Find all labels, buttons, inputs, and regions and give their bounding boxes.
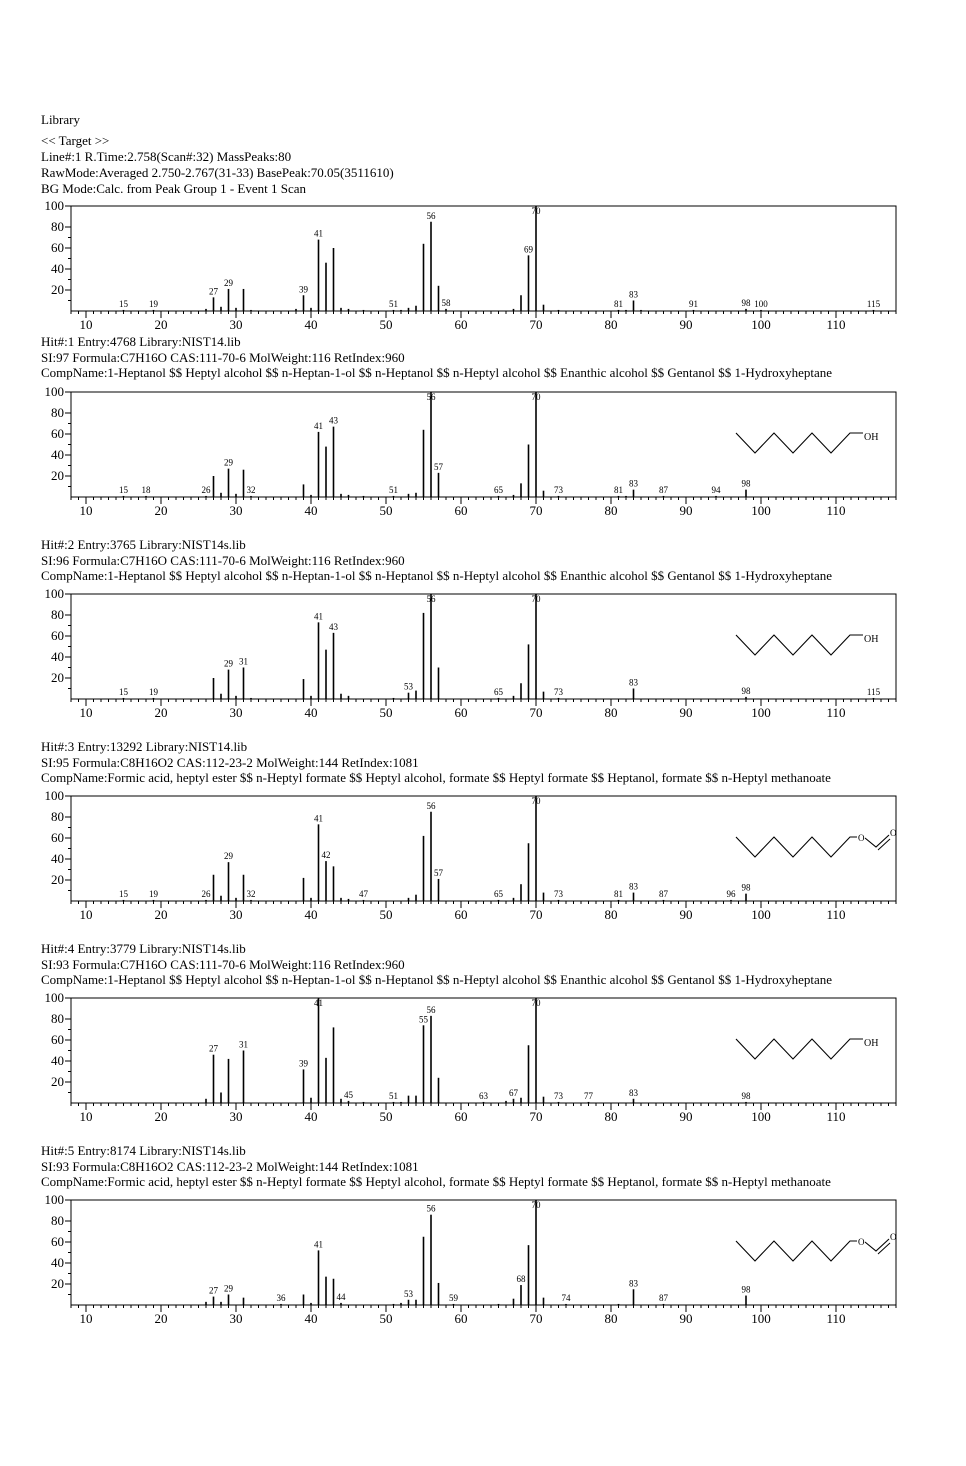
hit-3-caption <box>41 739 897 786</box>
target-info-line: Line#:1 R.Time:2.758(Scan#:32) MassPeaks:80 <box>41 149 292 164</box>
x-tick-label: 80 <box>604 705 618 720</box>
structure-diagram <box>736 1232 897 1261</box>
x-tick-label: 100 <box>751 1109 771 1124</box>
y-tick-label: 60 <box>51 830 64 845</box>
x-tick-label: 20 <box>154 1109 168 1124</box>
y-tick-label: 80 <box>51 1213 64 1228</box>
y-tick-label: 60 <box>51 240 64 255</box>
hit-4-header: Hit#:4 Entry:3779 Library:NIST14s.lib <box>41 941 246 956</box>
plot-frame <box>71 998 896 1103</box>
peak-label: 65 <box>494 686 503 697</box>
peak-label: 26 <box>201 888 211 899</box>
peak-label: 65 <box>494 888 503 899</box>
x-tick-label: 10 <box>79 907 93 922</box>
y-tick-label: 60 <box>51 426 64 441</box>
peak-label: 73 <box>554 484 563 495</box>
y-tick-label: 80 <box>51 1011 64 1026</box>
peak-label: 41 <box>314 420 323 431</box>
x-tick-label: 70 <box>529 1311 543 1326</box>
peak-label: 15 <box>119 888 128 899</box>
peak-label: 36 <box>276 1292 286 1303</box>
peak-label: 98 <box>741 882 751 893</box>
x-tick-label: 60 <box>454 907 468 922</box>
peak-label: 74 <box>561 1292 571 1303</box>
x-tick-label: 40 <box>304 907 318 922</box>
peak-label: 51 <box>389 298 398 309</box>
carbonyl-double-bond <box>878 1243 890 1254</box>
peak-label: 41 <box>314 813 323 824</box>
x-tick-label: 20 <box>154 503 168 518</box>
x-tick-label: 80 <box>604 1109 618 1124</box>
target-spectrum-panel <box>28 198 908 332</box>
peak-label: 91 <box>689 298 698 309</box>
x-tick-label: 20 <box>154 907 168 922</box>
hydroxyl-label: OH <box>864 432 879 443</box>
x-tick-label: 110 <box>826 1311 846 1326</box>
peak-label: 31 <box>239 656 248 667</box>
x-tick-label: 20 <box>154 317 168 332</box>
x-tick-label: 110 <box>826 705 846 720</box>
peak-label: 19 <box>149 888 158 899</box>
x-tick-label: 70 <box>529 1109 543 1124</box>
x-tick-label: 50 <box>379 705 393 720</box>
peak-label: 27 <box>209 1043 218 1054</box>
hit-2-spectrum-panel <box>28 586 908 720</box>
peak-label: 57 <box>434 461 443 472</box>
peak-label: 68 <box>516 1274 526 1285</box>
structure-diagram <box>736 828 897 857</box>
plot-frame <box>71 1200 896 1305</box>
peak-label: 58 <box>441 297 451 308</box>
peak-label: 83 <box>629 677 638 688</box>
x-tick-label: 70 <box>529 705 543 720</box>
y-tick-label: 80 <box>51 405 64 420</box>
peak-label: 29 <box>224 277 233 288</box>
y-tick-label: 100 <box>44 1192 64 1207</box>
peak-label: 83 <box>629 881 638 892</box>
target-label: << Target >> <box>41 133 110 148</box>
peak-label: 73 <box>554 686 563 697</box>
target-raw-mode: RawMode:Averaged 2.750-2.767(31-33) BasePeak:70.05(3511610) <box>41 165 394 180</box>
x-tick-label: 100 <box>751 317 771 332</box>
peak-label: 87 <box>659 888 668 899</box>
y-tick-label: 20 <box>51 1074 64 1089</box>
peak-label: 70 <box>531 998 541 1008</box>
x-tick-label: 110 <box>826 317 846 332</box>
peak-label: 56 <box>426 210 436 221</box>
carbonyl-oxygen-label: O <box>890 1232 897 1242</box>
formyl-bond <box>865 1239 889 1251</box>
hit-4-caption <box>41 941 897 988</box>
hit-5-properties: SI:93 Formula:C8H16O2 CAS:112-23-2 MolWeight:144 RetIndex:1081 <box>41 1158 419 1174</box>
y-tick-label: 40 <box>51 1255 64 1270</box>
peak-label: 73 <box>554 888 563 899</box>
peak-label: 27 <box>209 1285 218 1296</box>
peak-label: 51 <box>389 1090 398 1101</box>
peak-label: 29 <box>224 658 233 669</box>
x-tick-label: 10 <box>79 705 93 720</box>
peak-label: 70 <box>531 1200 541 1210</box>
peak-label: 55 <box>419 1014 428 1025</box>
structure-diagram <box>736 1038 878 1059</box>
y-tick-label: 40 <box>51 649 64 664</box>
peak-label: 41 <box>314 1239 323 1250</box>
y-tick-label: 60 <box>51 628 64 643</box>
x-tick-label: 90 <box>679 1109 693 1124</box>
ester-oxygen-label: O <box>858 1237 865 1247</box>
hit-3-spectrum-panel <box>28 788 908 922</box>
x-tick-label: 10 <box>79 1109 93 1124</box>
peak-label: 32 <box>246 888 256 899</box>
x-tick-label: 30 <box>229 1109 243 1124</box>
peak-label: 45 <box>344 1089 353 1100</box>
peak-label: 41 <box>314 228 323 239</box>
peak-label: 63 <box>479 1090 488 1101</box>
x-tick-label: 30 <box>229 705 243 720</box>
peak-label: 83 <box>629 1087 638 1098</box>
peak-label: 42 <box>321 850 331 861</box>
x-tick-label: 40 <box>304 705 318 720</box>
x-tick-label: 80 <box>604 317 618 332</box>
x-tick-label: 70 <box>529 317 543 332</box>
y-tick-label: 80 <box>51 219 64 234</box>
x-tick-label: 110 <box>826 503 846 518</box>
hit-5-header: Hit#:5 Entry:8174 Library:NIST14s.lib <box>41 1143 246 1158</box>
x-tick-label: 90 <box>679 705 693 720</box>
peak-label: 83 <box>629 478 638 489</box>
y-tick-label: 20 <box>51 282 64 297</box>
peak-label: 56 <box>426 594 436 604</box>
ester-oxygen-label: O <box>858 833 865 843</box>
peak-label: 98 <box>741 478 751 489</box>
peak-label: 70 <box>531 206 541 216</box>
plot-frame <box>71 392 896 497</box>
y-tick-label: 100 <box>44 990 64 1005</box>
peak-label: 81 <box>614 484 623 495</box>
hit-5-compound-names: CompName:Formic acid, heptyl ester $$ n-Heptyl formate $$ Heptyl alcohol, formate $$ Heptyl formate $$ Heptanol, formate $$ n-Heptyl methanoate <box>41 1174 831 1189</box>
peak-label: 19 <box>149 686 158 697</box>
x-tick-label: 50 <box>379 1311 393 1326</box>
x-tick-label: 100 <box>751 503 771 518</box>
peak-label: 29 <box>224 851 233 862</box>
hit-2-compound-names: CompName:1-Heptanol $$ Heptyl alcohol $$ n-Heptan-1-ol $$ n-Heptanol $$ n-Heptyl alcohol $$ Enanthic alcohol $$ Gentanol $$ 1-Hydroxyheptane <box>41 568 832 583</box>
plot-frame <box>71 594 896 699</box>
peak-label: 29 <box>224 457 233 468</box>
x-tick-label: 10 <box>79 503 93 518</box>
peak-label: 56 <box>426 392 436 402</box>
hit-2-header: Hit#:2 Entry:3765 Library:NIST14s.lib <box>41 537 246 552</box>
peak-label: 65 <box>494 484 503 495</box>
y-tick-label: 80 <box>51 809 64 824</box>
peak-label: 53 <box>404 1288 413 1299</box>
x-tick-label: 50 <box>379 1109 393 1124</box>
target-bg-mode: BG Mode:Calc. from Peak Group 1 - Event 1 Scan <box>41 181 307 196</box>
hit-5-spectrum-panel <box>28 1192 908 1326</box>
x-tick-label: 110 <box>826 1109 846 1124</box>
peak-label: 100 <box>754 298 768 309</box>
y-tick-label: 40 <box>51 261 64 276</box>
peak-label: 59 <box>449 1292 458 1303</box>
peak-label: 69 <box>524 244 533 255</box>
x-tick-label: 70 <box>529 907 543 922</box>
carbon-chain-bond <box>736 433 863 453</box>
peak-label: 15 <box>119 298 128 309</box>
carbon-chain-bond <box>736 635 863 655</box>
hit-4-properties: SI:93 Formula:C7H16O CAS:111-70-6 MolWeight:116 RetIndex:960 <box>41 956 405 972</box>
hit-3-compound-names: CompName:Formic acid, heptyl ester $$ n-Heptyl formate $$ Heptyl alcohol, formate $$ Heptyl formate $$ Heptanol, formate $$ n-Heptyl methanoate <box>41 770 831 785</box>
hydroxyl-label: OH <box>864 1038 879 1049</box>
carbonyl-oxygen-label: O <box>890 828 897 838</box>
peak-label: 41 <box>314 611 323 622</box>
plot-frame <box>71 206 896 311</box>
x-tick-label: 100 <box>751 1311 771 1326</box>
y-tick-label: 20 <box>51 872 64 887</box>
peak-label: 56 <box>426 1203 436 1214</box>
peak-label: 70 <box>531 392 541 402</box>
y-tick-label: 100 <box>44 198 64 213</box>
structure-diagram <box>736 432 878 453</box>
x-tick-label: 40 <box>304 317 318 332</box>
y-tick-label: 80 <box>51 607 64 622</box>
peak-label: 70 <box>531 796 541 806</box>
x-tick-label: 60 <box>454 705 468 720</box>
peak-label: 94 <box>711 484 721 495</box>
x-tick-label: 60 <box>454 317 468 332</box>
peak-label: 44 <box>336 1291 346 1302</box>
peak-label: 83 <box>629 289 638 300</box>
x-tick-label: 90 <box>679 1311 693 1326</box>
x-tick-label: 60 <box>454 1109 468 1124</box>
x-tick-label: 10 <box>79 1311 93 1326</box>
peak-label: 56 <box>426 1004 436 1015</box>
hit-3-header: Hit#:3 Entry:13292 Library:NIST14.lib <box>41 739 248 754</box>
peak-label: 98 <box>741 1090 751 1101</box>
hit-1-properties: SI:97 Formula:C7H16O CAS:111-70-6 MolWeight:116 RetIndex:960 <box>41 349 405 365</box>
peak-label: 39 <box>299 1058 308 1069</box>
x-tick-label: 30 <box>229 907 243 922</box>
y-tick-label: 60 <box>51 1032 64 1047</box>
peak-label: 31 <box>239 1039 248 1050</box>
hit-3-properties: SI:95 Formula:C8H16O2 CAS:112-23-2 MolWeight:144 RetIndex:1081 <box>41 754 419 770</box>
peak-label: 29 <box>224 1283 233 1294</box>
x-tick-label: 80 <box>604 503 618 518</box>
carbon-chain-bond <box>736 837 857 857</box>
library-title: Library <box>41 112 80 127</box>
peak-label: 15 <box>119 484 128 495</box>
hit-1-compound-names: CompName:1-Heptanol $$ Heptyl alcohol $$ n-Heptan-1-ol $$ n-Heptanol $$ n-Heptyl alcohol $$ Enanthic alcohol $$ Gentanol $$ 1-Hydroxyheptane <box>41 365 832 380</box>
peak-label: 39 <box>299 284 308 295</box>
hydroxyl-label: OH <box>864 634 879 645</box>
formyl-bond <box>865 835 889 847</box>
y-tick-label: 20 <box>51 1276 64 1291</box>
x-tick-label: 70 <box>529 503 543 518</box>
y-tick-label: 20 <box>51 670 64 685</box>
peak-label: 77 <box>584 1090 593 1101</box>
peak-label: 57 <box>434 867 443 878</box>
x-tick-label: 30 <box>229 1311 243 1326</box>
hit-4-compound-names: CompName:1-Heptanol $$ Heptyl alcohol $$ n-Heptan-1-ol $$ n-Heptanol $$ n-Heptyl alcohol $$ Enanthic alcohol $$ Gentanol $$ 1-Hydroxyheptane <box>41 972 832 987</box>
x-tick-label: 60 <box>454 1311 468 1326</box>
x-tick-label: 80 <box>604 907 618 922</box>
peak-label: 41 <box>314 998 323 1008</box>
x-tick-label: 100 <box>751 907 771 922</box>
y-tick-label: 40 <box>51 851 64 866</box>
hit-4-spectrum-panel <box>28 990 908 1124</box>
carbonyl-double-bond <box>878 839 890 850</box>
x-tick-label: 20 <box>154 705 168 720</box>
x-tick-label: 40 <box>304 1311 318 1326</box>
peak-label: 98 <box>741 685 751 696</box>
hit-5-caption <box>41 1143 897 1190</box>
x-tick-label: 30 <box>229 317 243 332</box>
x-tick-label: 50 <box>379 907 393 922</box>
plot-frame <box>71 796 896 901</box>
y-tick-label: 100 <box>44 384 64 399</box>
peak-label: 19 <box>149 298 158 309</box>
peak-label: 98 <box>741 1284 751 1295</box>
peak-label: 98 <box>741 297 751 308</box>
x-tick-label: 90 <box>679 907 693 922</box>
x-tick-label: 100 <box>751 705 771 720</box>
x-tick-label: 40 <box>304 503 318 518</box>
y-tick-label: 40 <box>51 1053 64 1068</box>
x-tick-label: 50 <box>379 503 393 518</box>
peak-label: 53 <box>404 681 413 692</box>
y-tick-label: 40 <box>51 447 64 462</box>
hit-1-caption <box>41 334 897 381</box>
y-tick-label: 100 <box>44 788 64 803</box>
x-tick-label: 40 <box>304 1109 318 1124</box>
peak-label: 32 <box>246 484 256 495</box>
x-tick-label: 90 <box>679 317 693 332</box>
x-tick-label: 110 <box>826 907 846 922</box>
hit-2-properties: SI:96 Formula:C7H16O CAS:111-70-6 MolWeight:116 RetIndex:960 <box>41 552 405 568</box>
x-tick-label: 50 <box>379 317 393 332</box>
y-tick-label: 20 <box>51 468 64 483</box>
peak-label: 27 <box>209 286 218 297</box>
peak-label: 56 <box>426 800 436 811</box>
peak-label: 115 <box>866 298 881 309</box>
peak-label: 87 <box>659 1292 668 1303</box>
peak-label: 15 <box>119 686 128 697</box>
peak-label: 26 <box>201 484 211 495</box>
carbon-chain-bond <box>736 1241 857 1261</box>
peak-label: 81 <box>614 298 623 309</box>
x-tick-label: 10 <box>79 317 93 332</box>
structure-diagram <box>736 634 878 655</box>
peak-label: 70 <box>531 594 541 604</box>
peak-label: 67 <box>509 1087 518 1098</box>
hit-1-header: Hit#:1 Entry:4768 Library:NIST14.lib <box>41 334 241 349</box>
peak-label: 51 <box>389 484 398 495</box>
x-tick-label: 90 <box>679 503 693 518</box>
peak-label: 81 <box>614 888 623 899</box>
x-tick-label: 30 <box>229 503 243 518</box>
x-tick-label: 20 <box>154 1311 168 1326</box>
peak-label: 115 <box>866 686 881 697</box>
carbon-chain-bond <box>736 1039 863 1059</box>
peak-label: 96 <box>726 888 736 899</box>
peak-label: 87 <box>659 484 668 495</box>
peak-label: 73 <box>554 1090 563 1101</box>
y-tick-label: 60 <box>51 1234 64 1249</box>
peak-label: 18 <box>141 484 151 495</box>
y-tick-label: 100 <box>44 586 64 601</box>
peak-label: 83 <box>629 1278 638 1289</box>
hit-2-caption <box>41 537 897 584</box>
peak-label: 43 <box>329 621 338 632</box>
x-tick-label: 80 <box>604 1311 618 1326</box>
x-tick-label: 60 <box>454 503 468 518</box>
peak-label: 43 <box>329 415 338 426</box>
peak-label: 47 <box>359 888 368 899</box>
hit-1-spectrum-panel <box>28 384 908 518</box>
